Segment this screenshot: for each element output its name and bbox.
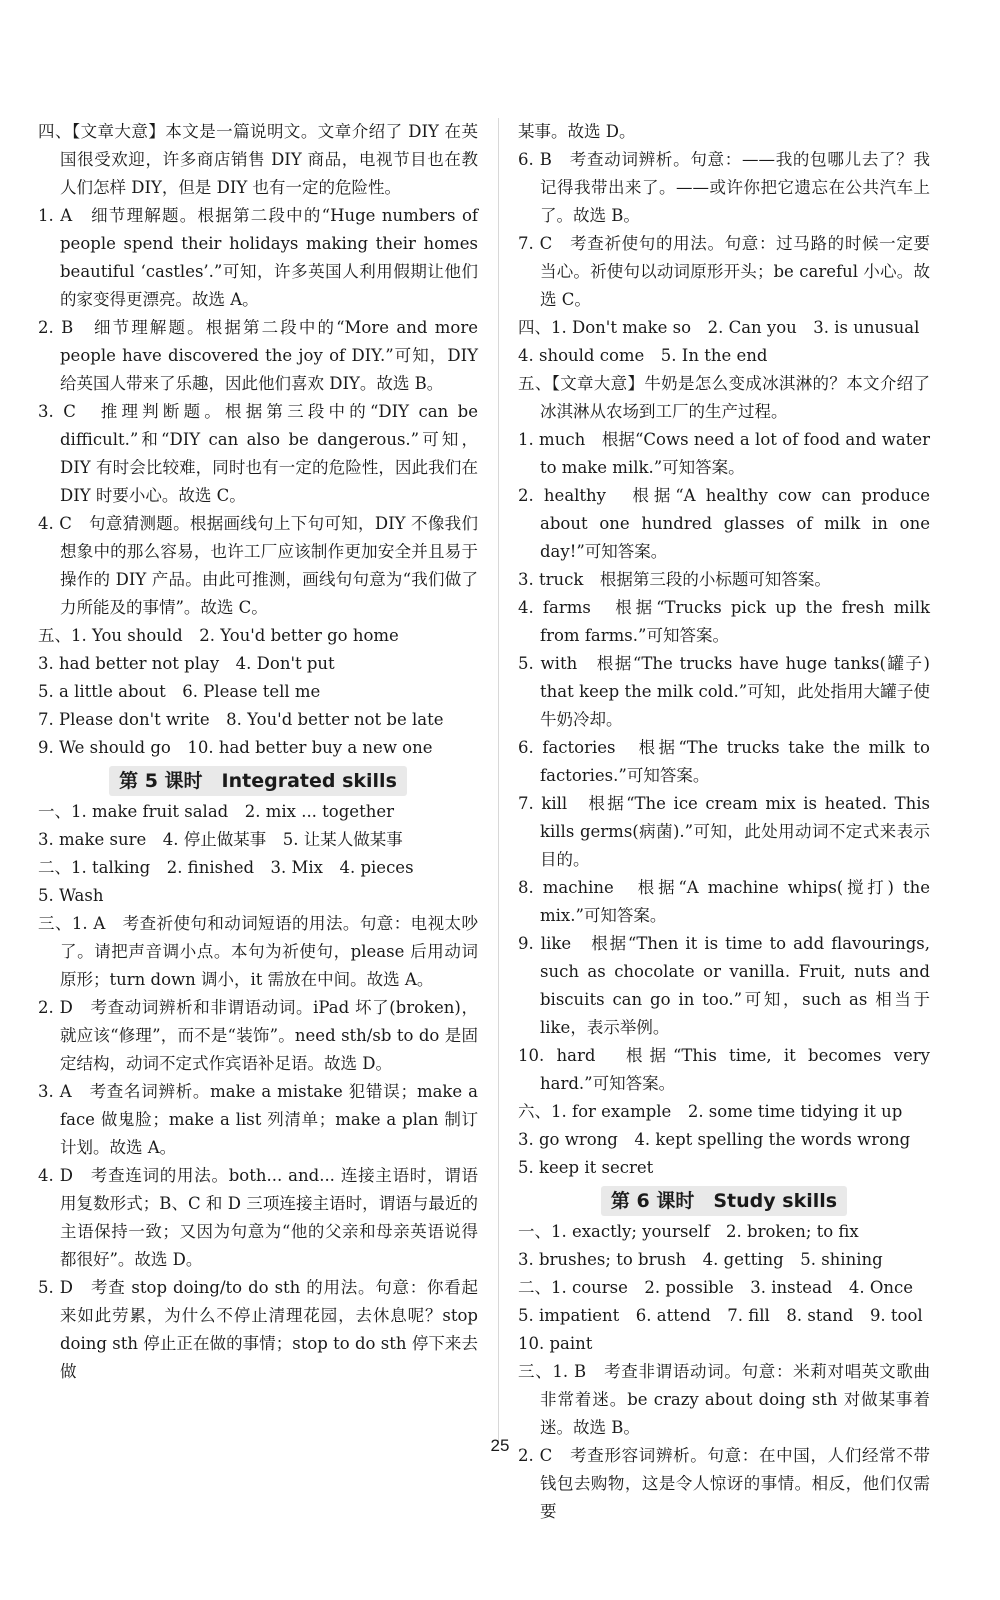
answer-item: 3. make sure 4. 停止做某事 5. 让某人做某事 <box>38 830 403 849</box>
answer-item: 8. machine 根据“A machine whips(搅打) the mix.”可知答案。 <box>518 878 930 925</box>
lesson-title <box>38 766 478 796</box>
answer-item: 2. D 考查动词辨析和非谓语动词。iPad 坏了(broken)，就应该“修理”，而不是“装饰”。need sth/sb to do 是固定结构，动词不定式作宾语补足语。故选 D。 <box>38 998 478 1073</box>
answer-item: 6. factories 根据“The trucks take the milk to factories.”可知答案。 <box>518 738 930 785</box>
answer-item: 一、1. exactly; yourself 2. broken; to fix <box>518 1222 859 1241</box>
answer-item: 5. impatient 6. attend 7. fill 8. stand 9. tool <box>518 1306 923 1325</box>
answer-item: 2. B 细节理解题。根据第二段中的“More and more people have discovered the joy of DIY.”可知，DIY 给英国人带来了乐趣，因此他们喜欢 DIY。故选 B。 <box>38 318 478 393</box>
answer-item: 一、1. make fruit salad 2. mix ... together <box>38 802 394 821</box>
answer-item: 3. C 推理判断题。根据第三段中的“DIY can be difficult.”和“DIY can also be dangerous.”可知，DIY 有时会比较难，同时也有一定的危险性，因此我们在 DIY 时要小心。故选 C。 <box>38 402 478 505</box>
answer-item: 四、1. Don't make so 2. Can you 3. is unusual <box>518 318 920 337</box>
answer-item: 五、1. You should 2. You'd better go home <box>38 626 399 645</box>
answer-item: 二、1. course 2. possible 3. instead 4. Once <box>518 1278 914 1297</box>
answer-item: 7. Please don't write 8. You'd better not be late <box>38 710 444 729</box>
answer-item: 五、【文章大意】牛奶是怎么变成冰淇淋的？本文介绍了冰淇淋从农场到工厂的生产过程。 <box>518 374 930 421</box>
answer-item: 9. like 根据“Then it is time to add flavourings, such as chocolate or vanilla. Fruit, nuts and biscuits can go in too.”可知，such as 相当于 like，表示举例。 <box>518 934 930 1037</box>
answer-item: 六、1. for example 2. some time tidying it up <box>518 1102 903 1121</box>
answer-item: 7. C 考查祈使句的用法。句意：过马路的时候一定要当心。祈使句以动词原形开头；be careful 小心。故选 C。 <box>518 234 930 309</box>
answer-item: 四、【文章大意】本文是一篇说明文。文章介绍了 DIY 在英国很受欢迎，许多商店销售 DIY 商品，电视节目也在教人们怎样 DIY，但是 DIY 也有一定的危险性。 <box>38 122 478 197</box>
answer-item: 6. B 考查动词辨析。句意：——我的包哪儿去了？我记得我带出来了。——或许你把它遗忘在公共汽车上了。故选 B。 <box>518 150 930 225</box>
answer-item: 三、1. B 考查非谓语动词。句意：米莉对唱英文歌曲非常着迷。be crazy about doing sth 对做某事着迷。故选 B。 <box>518 1362 930 1437</box>
answer-item: 2. C 考查形容词辨析。句意：在中国，人们经常不带钱包去购物，这是令人惊讶的事情。相反，他们仅需要 <box>518 1446 930 1521</box>
answer-item: 5. a little about 6. Please tell me <box>38 682 321 701</box>
answer-item: 5. with 根据“The trucks have huge tanks(罐子) that keep the milk cold.”可知，此处指用大罐子使牛奶冷却。 <box>518 654 930 729</box>
answer-item: 二、1. talking 2. finished 3. Mix 4. pieces <box>38 858 414 877</box>
answer-item: 1. much 根据“Cows need a lot of food and water to make milk.”可知答案。 <box>518 430 930 477</box>
answer-item: 5. D 考查 stop doing/to do sth 的用法。句意：你看起来如此劳累，为什么不停止清理花园，去休息呢？stop doing sth 停止正在做的事情；stop to do sth 停下来去做 <box>38 1278 478 1381</box>
answer-item: 4. C 句意猜测题。根据画线句上下句可知，DIY 不像我们想象中的那么容易，也许工厂应该制作更加安全并且易于操作的 DIY 产品。由此可推测，画线句句意为“我们做了力所能及的事情”。故选 C。 <box>38 514 478 617</box>
column-divider <box>498 118 499 1443</box>
right-column <box>518 118 930 1526</box>
answer-item: 7. kill 根据“The ice cream mix is heated. This kills germs(病菌).”可知，此处用动词不定式来表示目的。 <box>518 794 930 869</box>
answer-item: 3. brushes; to brush 4. getting 5. shining <box>518 1250 883 1269</box>
answer-item: 4. should come 5. In the end <box>518 346 768 365</box>
answer-item: 3. go wrong 4. kept spelling the words wrong <box>518 1130 911 1149</box>
answer-item: 10. paint <box>518 1334 593 1353</box>
answer-item: 某事。故选 D。 <box>518 122 636 141</box>
answer-item: 9. We should go 10. had better buy a new one <box>38 738 433 757</box>
answer-item: 三、1. A 考查祈使句和动词短语的用法。句意：电视太吵了。请把声音调小点。本句为祈使句，please 后用动词原形；turn down 调小，it 需放在中间。故选 A。 <box>38 914 478 989</box>
watermark-logo <box>802 1516 972 1586</box>
answer-item: 5. keep it secret <box>518 1158 654 1177</box>
answer-item: 10. hard 根据“This time, it becomes very hard.”可知答案。 <box>518 1046 930 1093</box>
page-number: 25 <box>490 1436 510 1455</box>
answer-item: 2. healthy 根据“A healthy cow can produce about one hundred glasses of milk in one day!”可知答案。 <box>518 486 930 561</box>
answer-item: 3. truck 根据第三段的小标题可知答案。 <box>518 570 831 589</box>
answer-item: 5. Wash <box>38 886 104 905</box>
answer-item: 4. farms 根据“Trucks pick up the fresh milk from farms.”可知答案。 <box>518 598 930 645</box>
lesson-title-text: 第 5 课时 Integrated skills <box>109 766 407 796</box>
left-column <box>38 118 478 1386</box>
lesson-title-text: 第 6 课时 Study skills <box>601 1186 847 1216</box>
answer-item: 3. had better not play 4. Don't put <box>38 654 335 673</box>
answer-item: 1. A 细节理解题。根据第二段中的“Huge numbers of people spend their holidays making their homes beautiful ‘castles’.”可知，许多英国人利用假期让他们的家变得更漂亮。故选 A。 <box>38 206 478 309</box>
answer-item: 4. D 考查连词的用法。both... and... 连接主语时，谓语用复数形式；B、C 和 D 三项连接主语时，谓语与最近的主语保持一致；又因为句意为“他的父亲和母亲英语说得都很好”。故选 D。 <box>38 1166 478 1269</box>
answer-item: 3. A 考查名词辨析。make a mistake 犯错误；make a face 做鬼脸；make a list 列清单；make a plan 制订计划。故选 A。 <box>38 1082 478 1157</box>
lesson-title <box>518 1186 930 1216</box>
